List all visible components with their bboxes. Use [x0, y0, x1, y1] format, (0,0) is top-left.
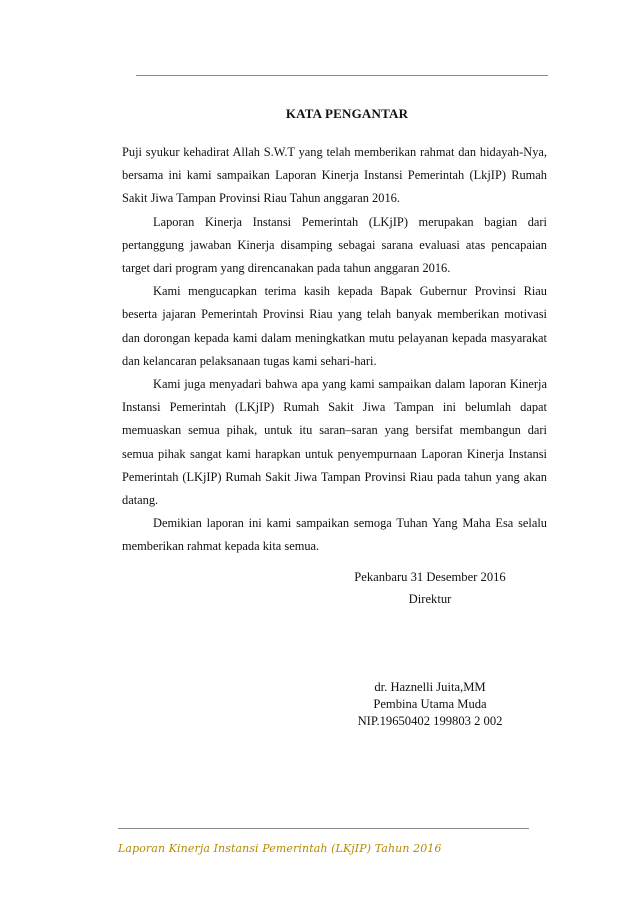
paragraph-1: Puji syukur kehadirat Allah S.W.T yang telah memberikan rahmat dan hidayah-Nya, bersama ini kami sampaikan Laporan Kinerja Instansi Pemerintah (LkjIP) Rumah Sakit Jiwa Tampan Provinsi Riau Tahun anggaran 2016. — [122, 145, 547, 206]
signature-role: Direktur — [408, 592, 452, 606]
signer-name: dr. Haznelli Juita,MM — [374, 680, 486, 694]
footer-text: Laporan Kinerja Instansi Pemerintah (LKjIP) Tahun 2016 — [118, 842, 442, 855]
paragraph-4: Kami juga menyadari bahwa apa yang kami sampaikan dalam laporan Kinerja Instansi Pemerintah (LKjIP) Rumah Sakit Jiwa Tampan ini belumlah dapat memuaskan semua pihak, untuk itu saran–saran yang bersifat membangun dari semua pihak sangat kami harapkan untuk penyempurnaan Laporan Kinerja Instansi Pemerintah (LKjIP) Rumah Sakit Jiwa Tampan Provinsi Riau pada tahun yang akan datang. — [122, 377, 547, 508]
signer-rank: Pembina Utama Muda — [373, 697, 487, 711]
signer-nip: NIP.19650402 199803 2 002 — [357, 714, 503, 728]
page-title: KATA PENGANTAR — [285, 106, 409, 121]
body-text — [122, 141, 547, 559]
header-rule — [136, 75, 548, 76]
paragraph-5: Demikian laporan ini kami sampaikan semoga Tuhan Yang Maha Esa selalu memberikan rahmat kepada kita semua. — [122, 516, 547, 554]
footer-rule — [118, 828, 529, 829]
signature-place-date: Pekanbaru 31 Desember 2016 — [354, 570, 506, 584]
paragraph-2: Laporan Kinerja Instansi Pemerintah (LKjIP) merupakan bagian dari pertanggung jawaban Kinerja disamping sebagai sarana evaluasi atas pencapaian target dari program yang direncanakan pada tahun anggaran 2016. — [122, 214, 547, 276]
paragraph-3: Kami mengucapkan terima kasih kepada Bapak Gubernur Provinsi Riau beserta jajaran Pemerintah Provinsi Riau yang telah banyak memberikan motivasi dan dorongan kepada kami dalam meningkatkan mutu pelayanan kepada masyarakat dan kelancaran pelaksanaan tugas kami sehari-hari. — [122, 284, 547, 368]
signature-block — [300, 679, 560, 730]
